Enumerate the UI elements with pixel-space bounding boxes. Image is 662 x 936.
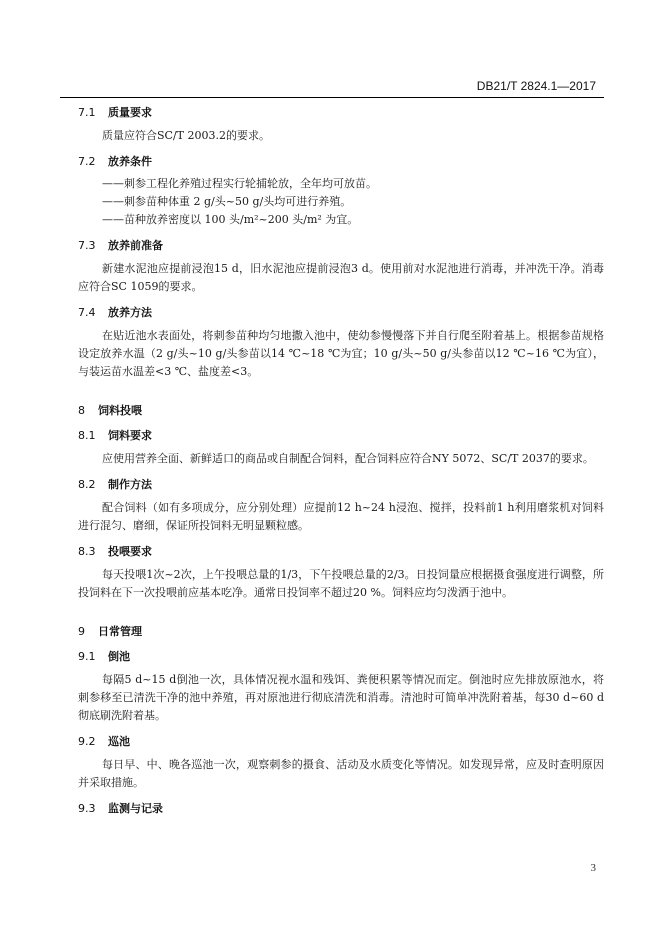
document-id: DB21/T 2824.1—2017 (476, 79, 596, 93)
section-title: 饲料投喂 (98, 404, 142, 417)
section-number: 8.1 (78, 429, 96, 442)
list-item: ——刺参苗种体重 2 g/头~50 g/头均可进行养殖。 (102, 195, 352, 208)
section-number: 7.1 (78, 106, 96, 119)
paragraph-9-1: 每隔5 d~15 d倒池一次，具体情况视水温和残饵、粪便积累等情况而定。倒池时应先排放原池水，将刺参移至已清洗干净的池中养殖，再对原池进行彻底清洗和消毒。清池时可简单冲洗附着基，每30 d~60 d彻底刷洗附着基。 (78, 673, 604, 722)
paragraph-8-1: 应使用营养全面、新鲜适口的商品或自制配合饲料，配合饲料应符合NY 5072、SC/T 2037的要求。 (102, 452, 594, 465)
section-title: 日常管理 (98, 625, 142, 638)
heading-9 (78, 624, 604, 640)
section-number: 9.1 (78, 650, 96, 663)
section-title: 倒池 (108, 650, 130, 663)
list-7-2 (78, 175, 604, 229)
section-number: 7.4 (78, 306, 96, 319)
heading-9-2 (78, 734, 604, 750)
document-body (78, 105, 604, 817)
header-rule (60, 97, 604, 98)
page-number: 3 (590, 862, 596, 874)
section-number: 7.2 (78, 155, 96, 168)
heading-9-1 (78, 649, 604, 665)
section-number: 9 (78, 625, 85, 638)
section-title: 监测与记录 (108, 802, 163, 815)
section-number: 8.2 (78, 478, 96, 491)
heading-7-1 (78, 105, 604, 121)
section-title: 饲料要求 (108, 429, 152, 442)
list-item: ——苗种放养密度以 100 头/m²~200 头/m² 为宜。 (102, 213, 359, 226)
section-title: 巡池 (108, 735, 130, 748)
section-title: 质量要求 (108, 106, 152, 119)
paragraph-8-2: 配合饲料（如有多项成分，应分别处理）应提前12 h~24 h浸泡、搅拌，投料前1 h利用磨浆机对饲料进行混匀、磨细，保证所投饲料无明显颗粒感。 (78, 501, 604, 532)
section-number: 9.2 (78, 735, 96, 748)
list-item: ——刺参工程化养殖过程实行轮捕轮放，全年均可放苗。 (102, 177, 377, 190)
section-title: 投喂要求 (108, 545, 152, 558)
paragraph-9-2: 每日早、中、晚各巡池一次，观察刺参的摄食、活动及水质变化等情况。如发现异常，应及时查明原因并采取措施。 (78, 758, 604, 789)
section-number: 8 (78, 404, 85, 417)
section-title: 放养前准备 (108, 239, 163, 252)
section-title: 放养方法 (108, 306, 152, 319)
heading-7-2 (78, 154, 604, 170)
section-number: 9.3 (78, 802, 96, 815)
heading-7-3 (78, 238, 604, 254)
paragraph-7-4: 在贴近池水表面处，将刺参苗种均匀地撒入池中，使幼参慢慢落下并自行爬至附着基上。根据参苗规格设定放养水温（2 g/头~10 g/头参苗以14 ℃~18 ℃为宜；10 g/头~50 g/头参苗以12 ℃~16 ℃为宜），与装运苗水温差<3 ℃、盐度差<3。 (78, 329, 604, 378)
section-number: 7.3 (78, 239, 96, 252)
paragraph-7-3: 新建水泥池应提前浸泡15 d，旧水泥池应提前浸泡3 d。使用前对水泥池进行消毒，并冲洗干净。消毒应符合SC 1059的要求。 (78, 262, 604, 293)
heading-8 (78, 403, 604, 419)
heading-8-3 (78, 544, 604, 560)
section-title: 放养条件 (108, 155, 152, 168)
heading-7-4 (78, 305, 604, 321)
paragraph-8-3: 每天投喂1次~2次，上午投喂总量的1/3，下午投喂总量的2/3。日投饲量应根据摄食强度进行调整，所投饲料在下一次投喂前应基本吃净。通常日投饲率不超过20 %。饲料应均匀泼洒于池中。 (78, 568, 604, 599)
section-title: 制作方法 (108, 478, 152, 491)
section-number: 8.3 (78, 545, 96, 558)
heading-8-1 (78, 428, 604, 444)
paragraph-7-1: 质量应符合SC/T 2003.2的要求。 (102, 129, 270, 142)
heading-9-3 (78, 801, 604, 817)
heading-8-2 (78, 477, 604, 493)
